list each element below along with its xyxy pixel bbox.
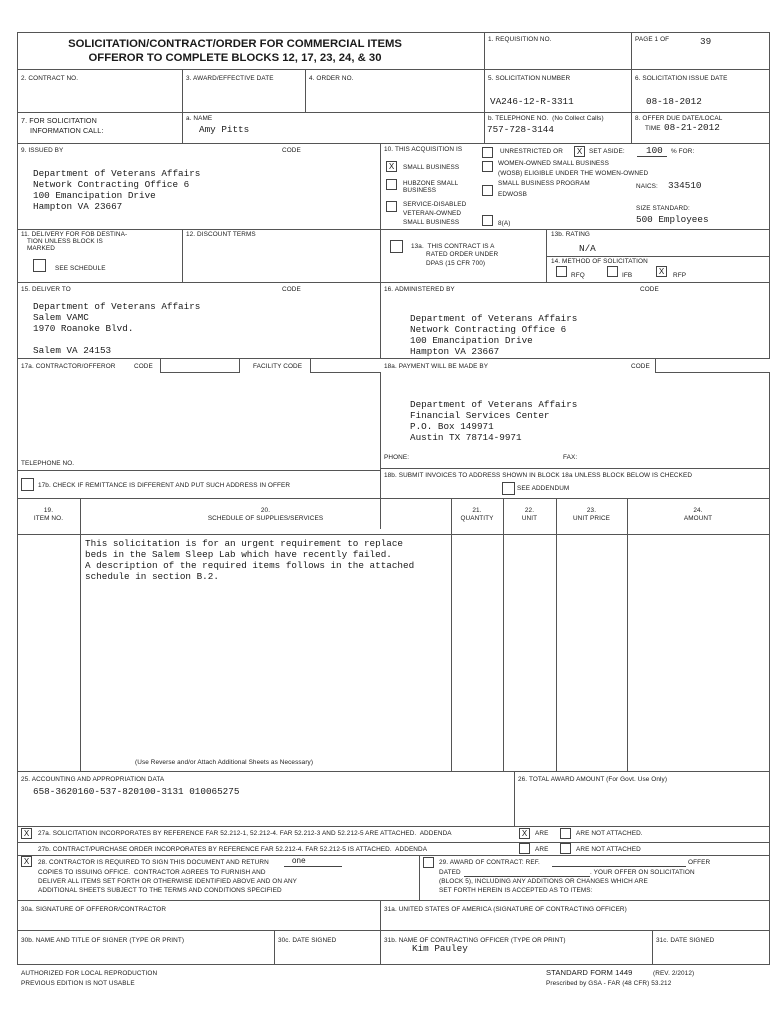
remittance-checkbox[interactable] [21, 478, 34, 491]
method-label: 14. METHOD OF SOLICITATION [551, 258, 648, 265]
col-amount-label: AMOUNT [683, 515, 713, 522]
officer-name-label: 31b. NAME OF CONTRACTING OFFICER (TYPE OR PRINT) [384, 937, 566, 944]
contractor-telephone-label: TELEPHONE NO. [21, 460, 75, 467]
solicitation-date[interactable]: 08-18-2012 [646, 96, 702, 107]
issued-by-line: Hampton VA 23667 [33, 201, 123, 212]
deliver-to-line: Department of Veterans Affairs [33, 301, 201, 312]
rated-order-label-3: DPAS (15 CFR 700) [426, 260, 486, 267]
col-unit-label: UNIT [521, 515, 538, 522]
hubzone-label-2: BUSINESS [403, 187, 437, 194]
requisition-label: 1. REQUISITION NO. [488, 36, 552, 43]
rfq-label: RFQ [571, 272, 585, 279]
page-label: PAGE 1 OF [635, 36, 670, 43]
see-schedule-checkbox[interactable] [33, 259, 46, 272]
issued-by-line: Department of Veterans Affairs [33, 168, 201, 179]
set-aside-label: SET ASIDE: [589, 148, 625, 155]
remittance-label: 17b. CHECK IF REMITTANCE IS DIFFERENT AND PUT SUCH ADDRESS IN OFFER [38, 482, 291, 489]
clause-28-copies[interactable]: one [292, 856, 306, 865]
accounting-value[interactable]: 658-3620160-537-820100-3131 010065275 [33, 786, 240, 797]
rated-order-checkbox[interactable] [390, 240, 403, 253]
col-schedule-label: SCHEDULE OF SUPPLIES/SERVICES [207, 515, 324, 522]
solicitation-number-label: 5. SOLICITATION NUMBER [488, 75, 571, 82]
offer-due-label: 8. OFFER DUE DATE/LOCAL [635, 115, 723, 122]
col-item-num: 19. [43, 507, 54, 514]
acquisition-label: 10. THIS ACQUISITION IS [384, 146, 463, 153]
see-addendum-checkbox[interactable] [502, 482, 515, 495]
naics-label: NAICS: [636, 183, 658, 190]
clause-29-label-4: SET FORTH HEREIN IS ACCEPTED AS TO ITEMS: [439, 887, 593, 894]
col-item-label: ITEM NO. [33, 515, 64, 522]
name-label: a. NAME [186, 115, 213, 122]
discount-terms-label: 12. DISCOUNT TERMS [186, 231, 256, 238]
deliver-to-line: Salem VA 24153 [33, 345, 112, 356]
form-title-line2: OFFEROR TO COMPLETE BLOCKS 12, 17, 23, 24, & 30 [88, 52, 382, 64]
clause-28-label-2: COPIES TO ISSUING OFFICE. CONTRACTOR AGREES TO FURNISH AND [38, 869, 266, 876]
page-total: 39 [700, 36, 712, 47]
ifb-label: IFB [622, 272, 633, 279]
info-call-label: 7. FOR SOLICITATION [21, 116, 97, 125]
signer-date-label: 30c. DATE SIGNED [278, 937, 337, 944]
contact-telephone[interactable]: 757-728-3144 [487, 124, 554, 135]
wosb-label-3: SMALL BUSINESS PROGRAM [498, 180, 590, 187]
clause-28-checkbox[interactable]: X [21, 856, 32, 867]
award-date-label: 3. AWARD/EFFECTIVE DATE [186, 75, 274, 82]
footer-form-name: STANDARD FORM 1449 [546, 968, 633, 977]
payment-phone-label: PHONE: [384, 454, 410, 461]
rating-label: 13b. RATING [551, 231, 590, 238]
27b-are-label: ARE [535, 846, 549, 853]
contractor-code-label: CODE [134, 363, 153, 370]
sdvosb-checkbox[interactable] [386, 201, 397, 212]
27b-are-not-label: ARE NOT ATTACHED [576, 846, 641, 853]
clause-29-dated: DATED [439, 869, 461, 876]
clause-28-label-4: ADDITIONAL SHEETS SUBJECT TO THE TERMS AND CONDITIONS SPECIFIED [38, 887, 282, 894]
info-call-label-2: INFORMATION CALL: [30, 126, 104, 135]
27a-are-checkbox[interactable]: X [519, 828, 530, 839]
payment-code-label: CODE [631, 363, 650, 370]
wosb-label: WOMEN-OWNED SMALL BUSINESS [498, 160, 610, 167]
col-unit-num: 22. [524, 507, 535, 514]
wosb-checkbox[interactable] [482, 161, 493, 172]
issued-by-label: 9. ISSUED BY [21, 147, 64, 154]
officer-date-label: 31c. DATE SIGNED [656, 937, 715, 944]
officer-name[interactable]: Kim Pauley [412, 943, 468, 954]
rfp-label: RFP [673, 272, 687, 279]
clause-29-label: 29. AWARD OF CONTRACT: REF. [439, 859, 540, 866]
payment-line: P.O. Box 149971 [410, 421, 494, 432]
solicitation-date-label: 6. SOLICITATION ISSUE DATE [635, 75, 728, 82]
clause-29-label-2: . YOUR OFFER ON SOLICITATION [590, 869, 695, 876]
27a-are-label: ARE [535, 830, 549, 837]
edwosb-label: EDWOSB [498, 191, 528, 198]
schedule-description-line: schedule in section B.2. [85, 571, 219, 582]
27a-are-not-checkbox[interactable] [560, 828, 571, 839]
percent-for-label: % FOR: [671, 148, 695, 155]
unrestricted-label: UNRESTRICTED OR [500, 148, 563, 155]
payment-line: Financial Services Center [410, 410, 550, 421]
clause-27b-label: 27b. CONTRACT/PURCHASE ORDER INCORPORATES BY REFERENCE FAR 52.212-4. FAR 52.212-5 IS ATTACHED. ADDENDA [38, 846, 428, 853]
see-addendum-label: SEE ADDENDUM [517, 485, 570, 492]
footer-reproduction: AUTHORIZED FOR LOCAL REPRODUCTION [21, 970, 158, 977]
hubzone-label: HUBZONE SMALL [403, 180, 459, 187]
administered-by-line: Network Contracting Office 6 [410, 324, 567, 335]
rated-order-label: 13a. THIS CONTRACT IS A [411, 243, 495, 250]
telephone-label: b. TELEPHONE NO. (No Collect Calls) [488, 115, 604, 122]
form-title-line1: SOLICITATION/CONTRACT/ORDER FOR COMMERCIAL ITEMS [68, 38, 402, 50]
contract-no-label: 2. CONTRACT NO. [21, 75, 79, 82]
clause-28-label: 28. CONTRACTOR IS REQUIRED TO SIGN THIS DOCUMENT AND RETURN [38, 859, 269, 866]
footer-previous-edition: PREVIOUS EDITION IS NOT USABLE [21, 980, 135, 987]
edwosb-checkbox[interactable] [482, 185, 493, 196]
admin-code-label: CODE [640, 286, 659, 293]
hubzone-checkbox[interactable] [386, 179, 397, 190]
order-no-label: 4. ORDER NO. [309, 75, 354, 82]
facility-code-label: FACILITY CODE [253, 363, 303, 370]
naics-value[interactable]: 334510 [668, 180, 702, 191]
administered-by-line: Hampton VA 23667 [410, 346, 500, 357]
offer-due-date[interactable]: 08-21-2012 [664, 122, 720, 133]
clause-28-label-3: DELIVER ALL ITEMS SET FORTH OR OTHERWISE IDENTIFIED ABOVE AND ON ANY [38, 878, 298, 885]
clause-29-label-3: (BLOCK 5), INCLUDING ANY ADDITIONS OR CHANGES WHICH ARE [439, 878, 648, 885]
ifb-checkbox[interactable] [607, 266, 618, 277]
rating-value[interactable]: N/A [579, 243, 596, 254]
deliver-code-label: CODE [282, 286, 301, 293]
delivery-label-3: MARKED [27, 245, 55, 252]
contact-name[interactable]: Amy Pitts [199, 124, 250, 135]
col-quantity-num: 21. [472, 507, 482, 514]
col-amount-num: 24. [693, 507, 703, 514]
clause-27a-checkbox[interactable]: X [21, 828, 32, 839]
offer-due-time-label: TIME [645, 125, 661, 132]
27a-are-not-label: ARE NOT ATTACHED. [576, 830, 643, 837]
clause-27a-label: 27a. SOLICITATION INCORPORATES BY REFERENCE FAR 52.212-1, 52.212-4. FAR 52.212-3 AND 52.212-5 ARE ATTACHED. ADDENDA [38, 830, 452, 837]
sdvosb-label-2: VETERAN-OWNED [403, 210, 462, 217]
see-schedule-label: SEE SCHEDULE [55, 265, 106, 272]
27b-are-checkbox[interactable] [519, 843, 530, 854]
rfp-checkbox[interactable]: X [656, 266, 667, 277]
delivery-label-2: TION UNLESS BLOCK IS [27, 238, 103, 245]
size-standard-label: SIZE STANDARD: [636, 205, 690, 212]
small-business-checkbox[interactable]: X [386, 161, 397, 172]
size-standard-value[interactable]: 500 Employees [636, 214, 709, 225]
deliver-to-line: Salem VAMC [33, 312, 89, 323]
issued-by-line: 100 Emancipation Drive [33, 190, 156, 201]
issued-code-label: CODE [282, 147, 301, 154]
col-schedule-num: 20. [260, 507, 271, 514]
clause-29-offer: OFFER [688, 859, 711, 866]
issued-by-line: Network Contracting Office 6 [33, 179, 190, 190]
unrestricted-checkbox[interactable] [482, 147, 493, 158]
payment-line: Department of Veterans Affairs [410, 399, 578, 410]
col-unit-price-num: 23. [586, 507, 597, 514]
footer-prescribed: Prescribed by GSA - FAR (48 CFR) 53.212 [546, 980, 672, 987]
27b-are-not-checkbox[interactable] [560, 843, 571, 854]
8a-label: 8(A) [498, 220, 511, 227]
solicitation-number[interactable]: VA246-12-R-3311 [490, 96, 574, 107]
total-award-label: 26. TOTAL AWARD AMOUNT (For Govt. Use Only) [518, 776, 668, 783]
signature-officer-label: 31a. UNITED STATES OF AMERICA (SIGNATURE OF CONTRACTING OFFICER) [384, 906, 627, 913]
administered-by-line: 100 Emancipation Drive [410, 335, 533, 346]
reverse-note: (Use Reverse and/or Attach Additional Sheets as Necessary) [135, 759, 314, 766]
set-aside-checkbox[interactable]: X [574, 146, 585, 157]
administered-by-line: Department of Veterans Affairs [410, 313, 578, 324]
payment-label: 18a. PAYMENT WILL BE MADE BY [384, 363, 489, 370]
small-business-label: SMALL BUSINESS [403, 164, 460, 171]
footer-revision: (REV. 2/2012) [653, 970, 695, 977]
col-quantity-label: QUANTITY [460, 515, 494, 522]
delivery-label: 11. DELIVERY FOR FOB DESTINA- [21, 231, 128, 238]
8a-checkbox[interactable] [482, 215, 493, 226]
payment-fax-label: FAX: [563, 454, 578, 461]
administered-by-label: 16. ADMINISTERED BY [384, 286, 455, 293]
contractor-label: 17a. CONTRACTOR/OFFEROR [21, 363, 116, 370]
submit-invoices-label: 18b. SUBMIT INVOICES TO ADDRESS SHOWN IN BLOCK 18a UNLESS BLOCK BELOW IS CHECKED [384, 472, 693, 479]
deliver-to-label: 15. DELIVER TO [21, 286, 71, 293]
payment-line: Austin TX 78714-9971 [410, 432, 522, 443]
sdvosb-label-3: SMALL BUSINESS [403, 219, 460, 226]
sdvosb-label: SERVICE-DISABLED [403, 201, 467, 208]
wosb-label-2: (WOSB) ELIGIBLE UNDER THE WOMEN-OWNED [498, 170, 649, 177]
accounting-label: 25. ACCOUNTING AND APPROPRIATION DATA [21, 776, 165, 783]
clause-29-checkbox[interactable] [423, 857, 434, 868]
schedule-description-line: A description of the required items follows in the attached [85, 560, 415, 571]
set-aside-percent[interactable]: 100 [646, 145, 663, 156]
rated-order-label-2: RATED ORDER UNDER [426, 251, 499, 258]
schedule-description-line: beds in the Salem Sleep Lab which have recently failed. [85, 549, 392, 560]
rfq-checkbox[interactable] [556, 266, 567, 277]
col-unit-price-label: UNIT PRICE [572, 515, 611, 522]
signer-name-label: 30b. NAME AND TITLE OF SIGNER (TYPE OR PRINT) [21, 937, 185, 944]
schedule-description-line: This solicitation is for an urgent requirement to replace [85, 538, 404, 549]
deliver-to-line: 1970 Roanoke Blvd. [33, 323, 134, 334]
signature-offeror-label: 30a. SIGNATURE OF OFFEROR/CONTRACTOR [21, 906, 167, 913]
